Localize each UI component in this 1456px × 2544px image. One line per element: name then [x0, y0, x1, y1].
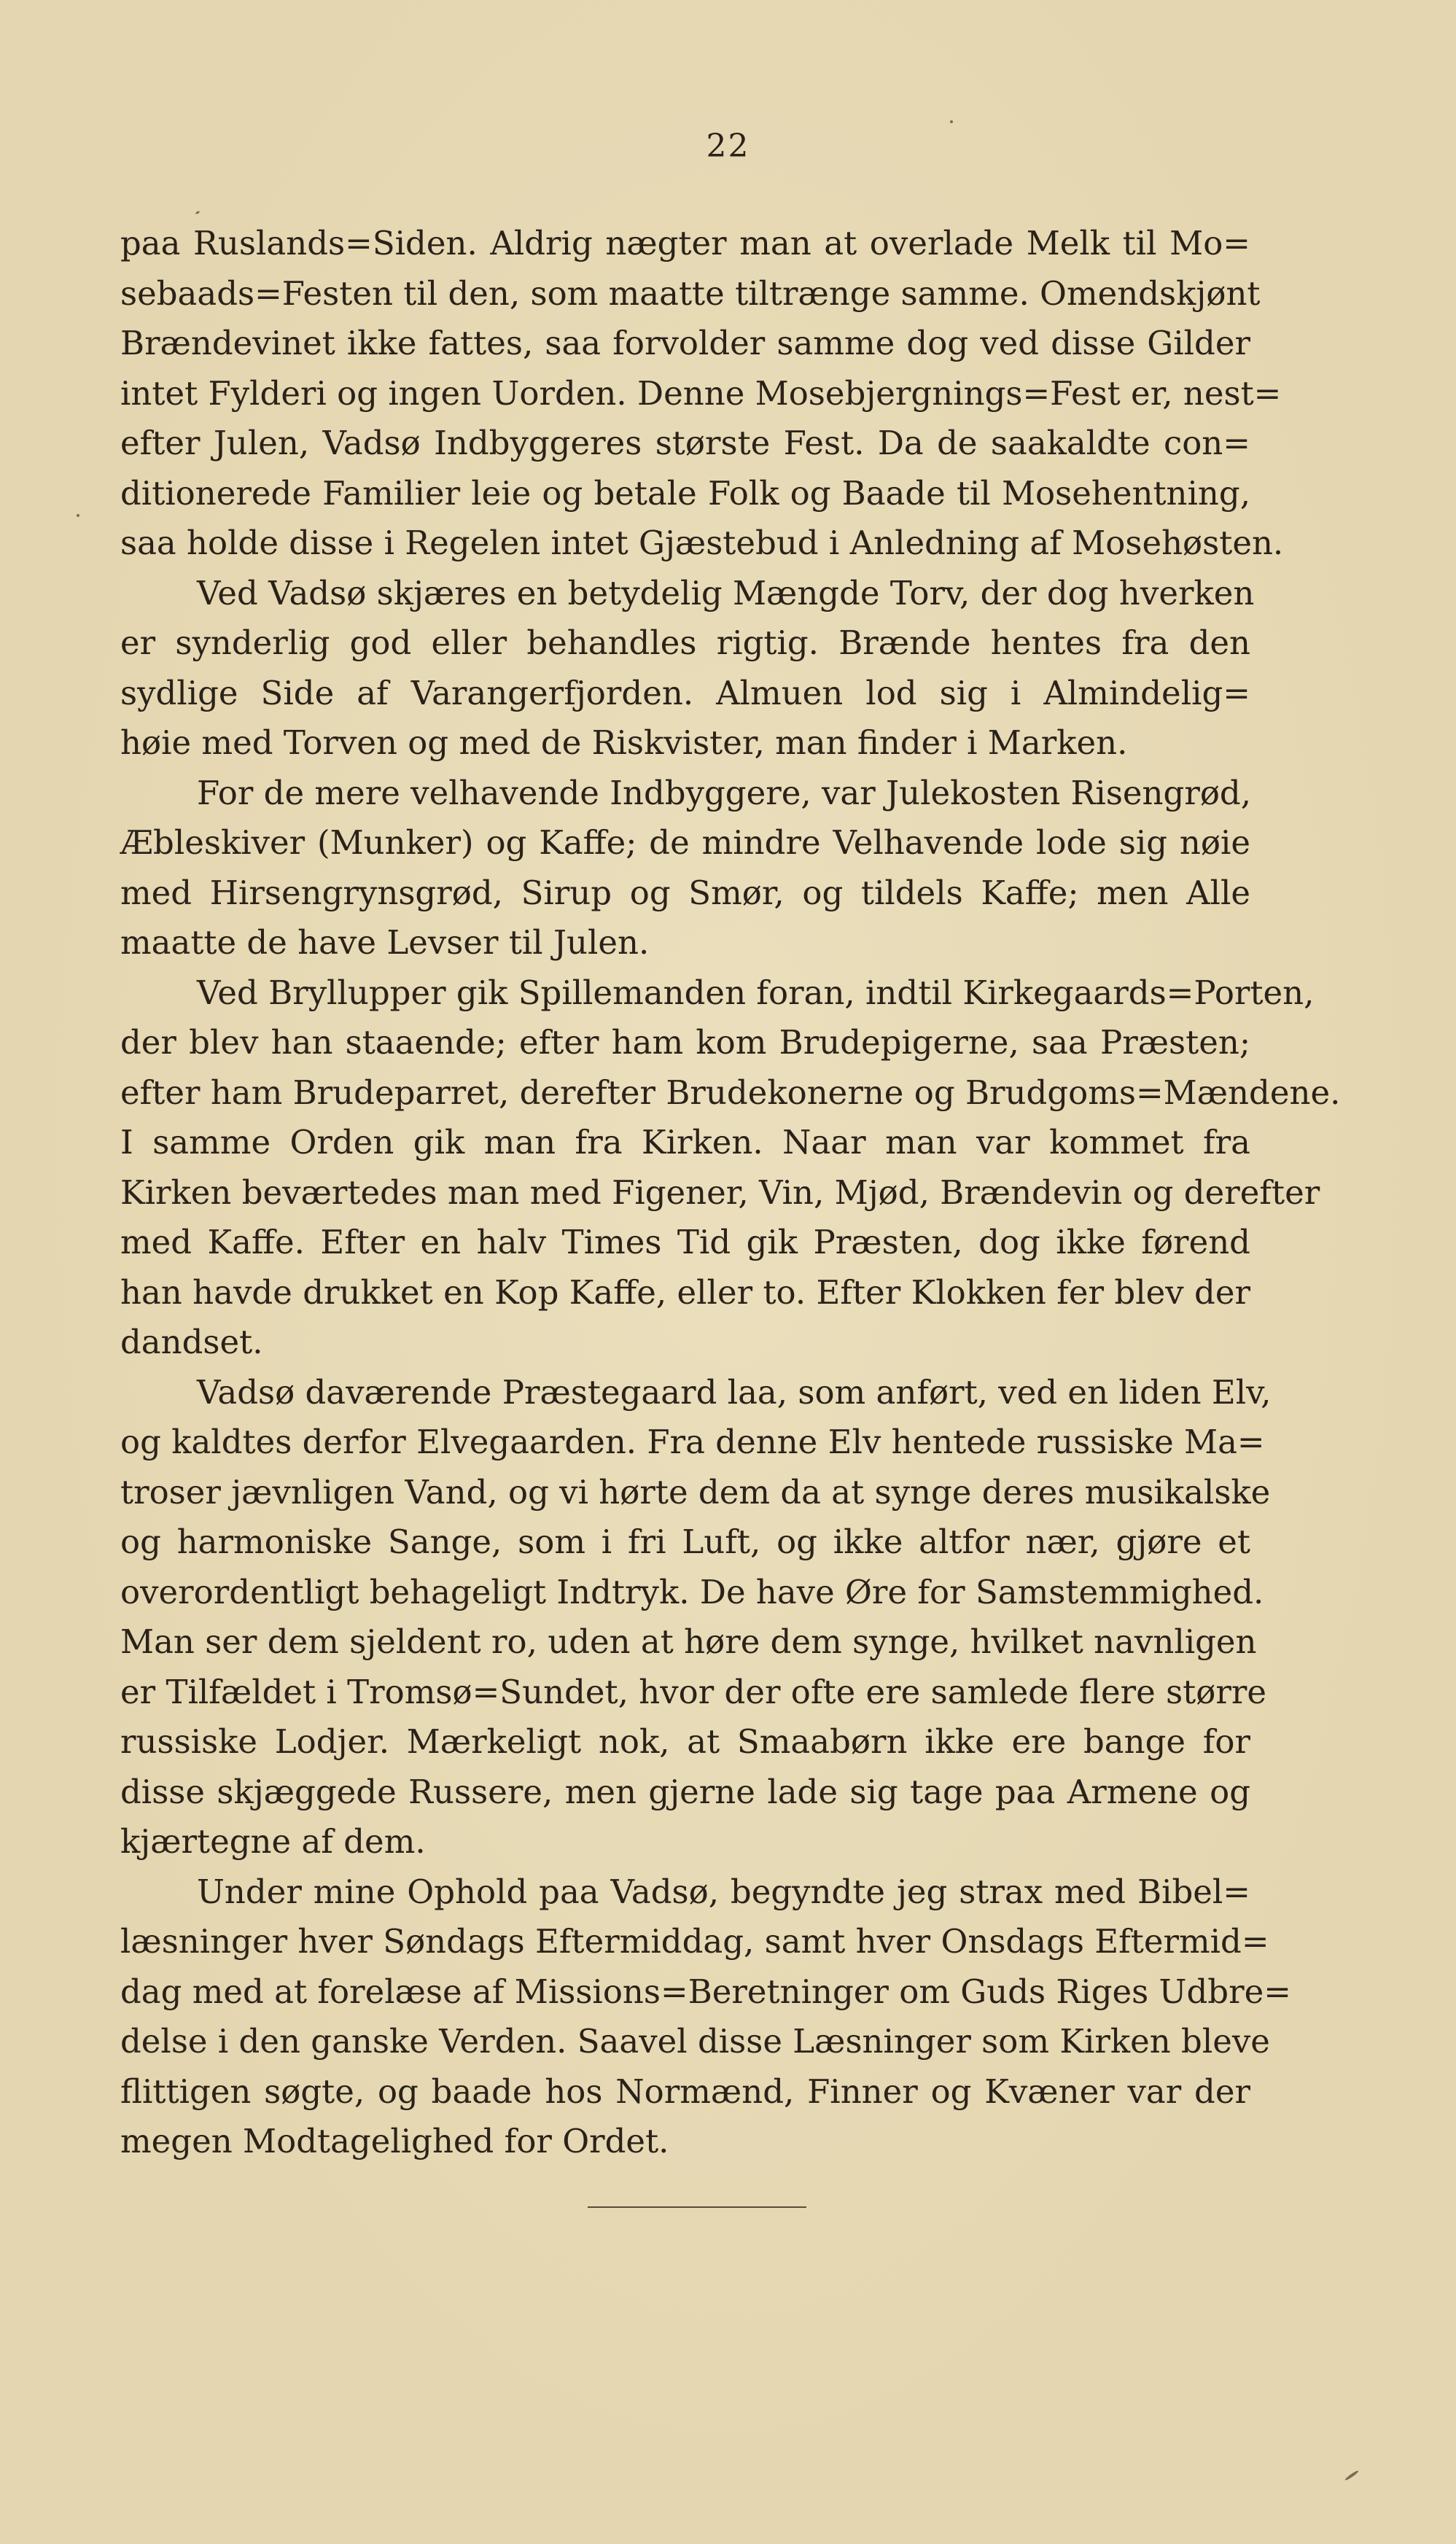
text-line: paa Ruslands=Siden. Aldrig nægter man at overlade Melk til Mo= [120, 224, 1250, 262]
paper-speck [195, 211, 201, 215]
text-line: sydlige Side af Varangerfjorden. Almuen lod sig i Almindelig= [120, 673, 1250, 712]
text-line: megen Modtagelighed for Ordet. [120, 2122, 669, 2160]
text-line: For de mere velhavende Indbyggere, var Julekosten Risengrød, [197, 773, 1252, 812]
text-line: Æbleskiver (Munker) og Kaffe; de mindre Velhavende lode sig nøie [120, 823, 1250, 862]
paragraph [120, 968, 1341, 1368]
text-line: Kirken beværtedes man med Figener, Vin, Mjød, Brændevin og derefter [120, 1172, 1320, 1212]
text-line: dandset. [120, 1323, 263, 1361]
text-line: kjærtegne af dem. [120, 1822, 426, 1861]
text-line: med Kaffe. Efter en halv Times Tid gik Præsten, dog ikke førend [120, 1223, 1250, 1261]
text-line: Ved Vadsø skjæres en betydelig Mængde Torv, der dog hverken [197, 573, 1255, 612]
text-line: Brændevinet ikke fattes, saa forvolder samme dog ved disse Gilder [120, 324, 1250, 362]
text-line: disse skjæggede Russere, men gjerne lade sig tage paa Armene og [120, 1772, 1250, 1811]
text-line: overordentligt behageligt Indtryk. De have Øre for Samstemmighed. [120, 1572, 1264, 1611]
paragraph [120, 569, 1255, 769]
text-line: han havde drukket en Kop Kaffe, eller to. Efter Klokken fer blev der [120, 1272, 1250, 1312]
paragraph [120, 1368, 1272, 1867]
page-number: 22 [706, 128, 750, 165]
text-line: Man ser dem sjeldent ro, uden at høre dem synge, hvilket navnligen [120, 1622, 1257, 1661]
text-line: dag med at forelæse af Missions=Beretninger om Guds Riges Udbre= [120, 1972, 1291, 2011]
paragraph [120, 219, 1284, 569]
text-line: sebaads=Festen til den, som maatte tiltrænge samme. Omendskjønt [120, 273, 1261, 313]
body-text [120, 219, 1341, 2167]
text-line: flittigen søgte, og baade hos Normænd, Finner og Kvæner var der [120, 2072, 1250, 2111]
text-line: er synderlig god eller behandles rigtig. Brænde hentes fra den [120, 623, 1250, 662]
text-line: ditionerede Familier leie og betale Folk og Baade til Mosehentning, [120, 473, 1250, 513]
paper-speck [77, 514, 79, 517]
text-line: delse i den ganske Verden. Saavel disse Læsninger som Kirken bleve [120, 2022, 1270, 2061]
text-line: og kaldtes derfor Elvegaarden. Fra denne Elv hentede russiske Ma= [120, 1423, 1265, 1461]
text-line: maatte de have Levser til Julen. [120, 923, 650, 962]
text-line: Vadsø daværende Præstegaard laa, som anført, ved en liden Elv, [197, 1372, 1272, 1412]
end-rule [588, 2206, 806, 2208]
text-line: intet Fylderi og ingen Uorden. Denne Mosebjergnings=Fest er, nest= [120, 373, 1282, 413]
text-line: troser jævnligen Vand, og vi hørte dem da at synge deres musikalske [120, 1472, 1271, 1512]
paper-speck [950, 120, 953, 123]
text-line: høie med Torven og med de Riskvister, man finder i Marken. [120, 723, 1128, 762]
paper-speck [1344, 2470, 1359, 2481]
text-line: efter Julen, Vadsø Indbyggeres største Fest. Da de saakaldte con= [120, 424, 1250, 462]
text-line: Under mine Ophold paa Vadsø, begyndte jeg strax med Bibel= [197, 1872, 1250, 1911]
text-line: I samme Orden gik man fra Kirken. Naar man var kommet fra [120, 1123, 1250, 1162]
text-line: Ved Bryllupper gik Spillemanden foran, indtil Kirkegaards=Porten, [197, 973, 1315, 1012]
text-line: og harmoniske Sange, som i fri Luft, og ikke altfor nær, gjøre et [120, 1522, 1250, 1561]
text-line: med Hirsengrynsgrød, Sirup og Smør, og tildels Kaffe; men Alle [120, 873, 1250, 912]
text-line: russiske Lodjer. Mærkeligt nok, at Smaabørn ikke ere bange for [120, 1722, 1250, 1761]
text-line: læsninger hver Søndags Eftermiddag, samt hver Onsdags Eftermid= [120, 1922, 1269, 1961]
paragraph [120, 1867, 1291, 2167]
text-line: der blev han staaende; efter ham kom Brudepigerne, saa Præsten; [120, 1023, 1250, 1062]
text-line: efter ham Brudeparret, derefter Brudekonerne og Brudgoms=Mændene. [120, 1073, 1341, 1112]
text-line: saa holde disse i Regelen intet Gjæstebud i Anledning af Mosehøsten. [120, 524, 1284, 562]
text-line: er Tilfældet i Tromsø=Sundet, hvor der ofte ere samlede flere større [120, 1672, 1266, 1711]
paragraph [120, 769, 1250, 968]
